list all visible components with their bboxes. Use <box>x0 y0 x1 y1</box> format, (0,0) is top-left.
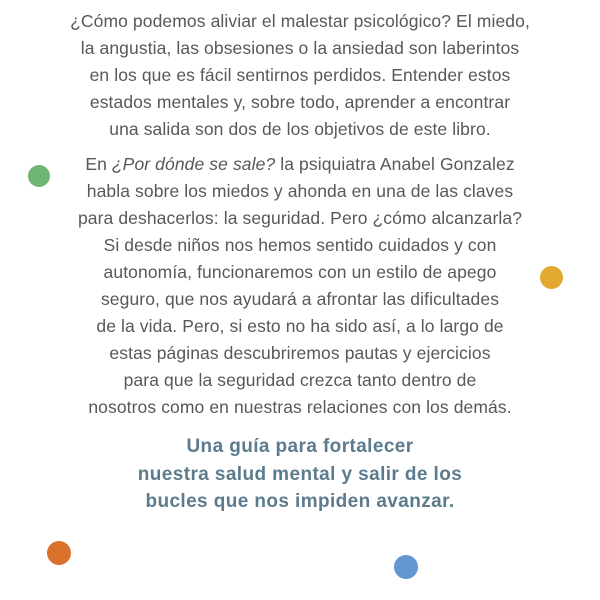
book-title: ¿Por dónde se sale? <box>111 154 276 174</box>
body-line: estas páginas descubriremos pautas y ejercicios <box>109 343 491 363</box>
yellow-dot <box>540 266 563 289</box>
body-line: de la vida. Pero, si esto no ha sido así, a lo largo de <box>96 316 504 336</box>
green-dot <box>28 165 50 187</box>
orange-dot <box>47 541 71 565</box>
intro-line: ¿Cómo podemos aliviar el malestar psicológico? El miedo, <box>70 11 530 31</box>
tagline-line: nuestra salud mental y salir de los <box>137 463 463 485</box>
tagline-line: Una guía para fortalecer <box>186 436 414 457</box>
intro-line: la angustia, las obsesiones o la ansiedad son laberintos <box>80 38 520 58</box>
body-line: nosotros como en nuestras relaciones con los demás. <box>88 397 512 417</box>
body-line: para deshacerlos: la seguridad. Pero ¿cómo alcanzarla? <box>77 208 523 228</box>
body-line: autonomía, funcionaremos con un estilo de apego <box>103 262 497 282</box>
body-line: Si desde niños nos hemos sentido cuidados y con <box>103 235 497 255</box>
body-line-suffix: la psiquiatra Anabel Gonzalez <box>275 154 515 174</box>
body-line: seguro, que nos ayudará a afrontar las dificultades <box>100 289 500 309</box>
body-paragraph <box>0 151 600 421</box>
tagline <box>0 433 600 516</box>
intro-paragraph <box>0 8 600 143</box>
intro-line: estados mentales y, sobre todo, aprender a encontrar <box>89 92 511 112</box>
intro-line: en los que es fácil sentirnos perdidos. Entender estos <box>89 65 511 85</box>
body-line: para que la seguridad crezca tanto dentro de <box>123 370 477 390</box>
body-line: habla sobre los miedos y ahonda en una de las claves <box>86 181 514 201</box>
body-line-prefix: En <box>85 154 112 174</box>
tagline-line: bucles que nos impiden avanzar. <box>145 491 455 512</box>
intro-line: una salida son dos de los objetivos de este libro. <box>109 119 491 139</box>
blue-dot <box>394 555 418 579</box>
body-line <box>0 151 600 178</box>
